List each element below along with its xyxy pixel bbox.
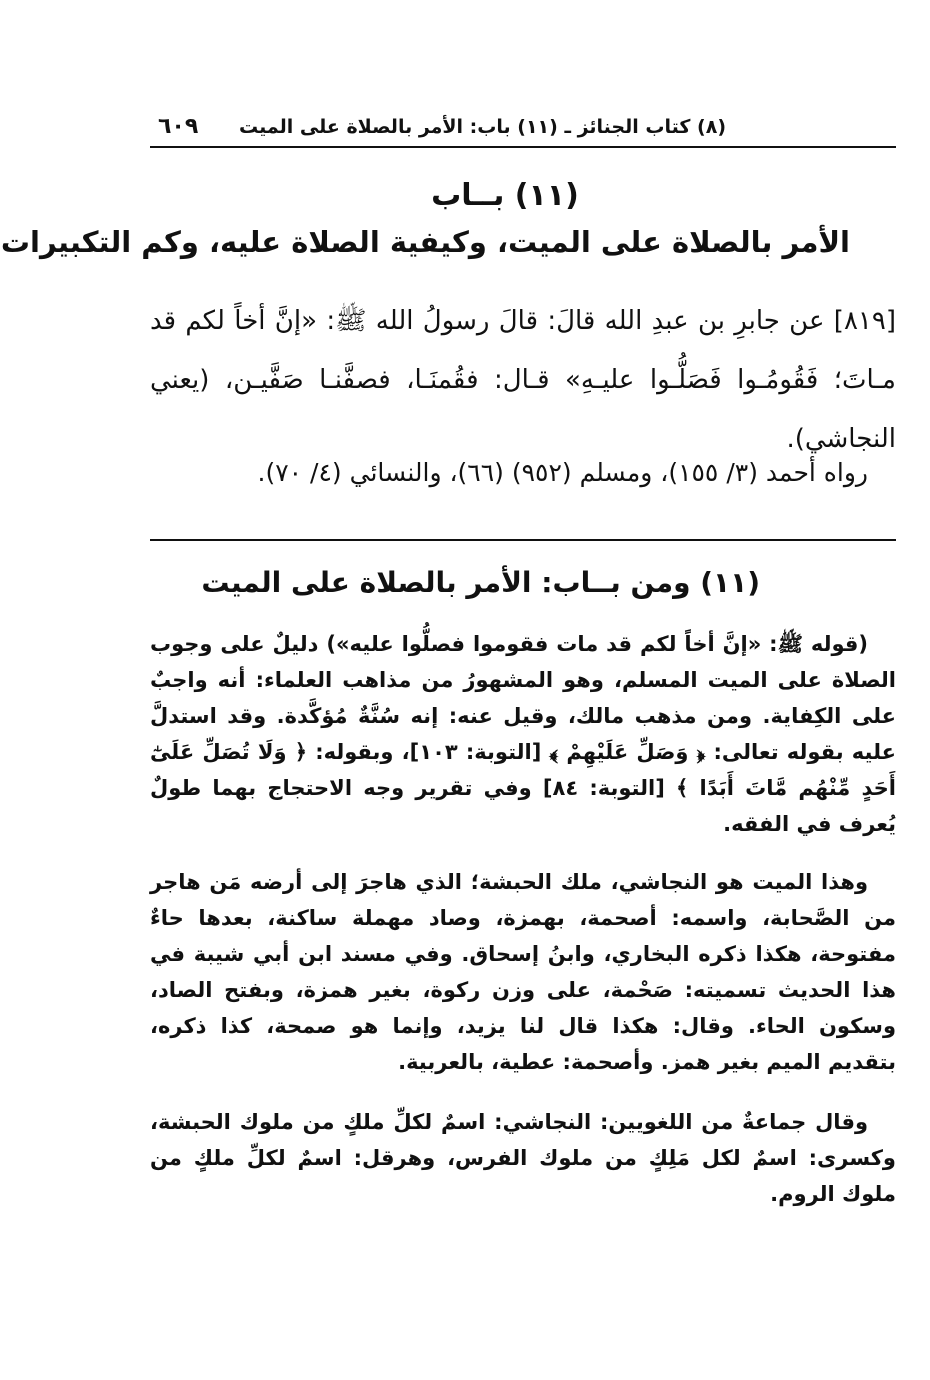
- running-title: (٨) كتاب الجنائز ـ (١١) باب: الأمر بالصلاة على الميت: [239, 116, 726, 138]
- hadith-takhrij: رواه أحمد (٣/ ١٥٥)، ومسلم (٩٥٢) (٦٦)، والنسائي (٤/ ٧٠).: [257, 458, 868, 487]
- commentary-body: [150, 626, 896, 1236]
- hadith-number: [٨١٩]: [833, 306, 897, 336]
- hadith-body: عن جابرِ بن عبدِ الله قالَ: قالَ رسولُ الله ﷺ: «إنَّ أخاً لكم قد مـاتَ؛ فَقُومُـوا فَصَلُّـوا عليـهِ» قـال: فقُمنَـا، فصفَّنـا صَفَّيـن، (يعني النجاشي).: [150, 306, 896, 454]
- running-header: [150, 112, 896, 148]
- commentary-heading: (١١) ومن بــاب: الأمر بالصلاة على الميت: [201, 566, 760, 599]
- page-number: ٦٠٩: [158, 114, 199, 139]
- chapter-heading: (١١) بــاب: [431, 178, 579, 213]
- footnote-separator: [150, 539, 896, 541]
- commentary-paragraph: وقال جماعةٌ من اللغويين: النجاشي: اسمٌ لكلِّ ملكٍ من ملوك الحبشة، وكسرى: اسمٌ لكل مَلِكٍ من ملوك الفرس، وهرقل: اسمٌ لكلِّ ملكٍ من ملوك الروم.: [150, 1110, 896, 1206]
- commentary-paragraph: (قوله ﷺ: «إنَّ أخاً لكم قد مات فقوموا فصلُّوا عليه») دليلٌ على وجوب الصلاة على الميت المسلم، وهو المشهورُ من مذاهب العلماء: أنه واجبٌ على الكِفاية. ومن مذهب مالك، وقيل عنه: إنه سُنَّةٌ مُؤكَّدة. وقد استدلَّ عليه بقوله تعالى: ﴿ وَصَلِّ عَلَيْهِمْ ﴾ [التوبة: ١٠٣]، وبقوله: ﴿ وَلَا تُصَلِّ عَلَىٰٓ أَحَدٍ مِّنْهُم مَّاتَ أَبَدًا ﴾ [التوبة: ٨٤] وفي تقرير وجه الاحتجاج بهما طولٌ يُعرف في الفقه.: [150, 632, 896, 836]
- hadith-text: [150, 292, 896, 469]
- commentary-paragraph: وهذا الميت هو النجاشي، ملك الحبشة؛ الذي هاجرَ إلى أرضه مَن هاجر من الصَّحابة، واسمه: أصحمة، بهمزة، وصاد مهملة ساكنة، بعدها حاءٌ مفتوحة، هكذا ذكره البخاري، وابنُ إسحاق. وفي مسند ابن أبي شيبة في هذا الحديث تسميته: صَحْمة، على وزن ركوة، بغير همزة، وبفتح الصاد، وسكون الحاء. وقال: هكذا قال لنا يزيد، وإنما هو صمحة، كذا ذكره، بتقديم الميم بغير همز. وأصحمة: عطية، بالعربية.: [150, 870, 896, 1074]
- chapter-subtitle: الأمر بالصلاة على الميت، وكيفية الصلاة عليه، وكم التكبيرات: [0, 225, 850, 259]
